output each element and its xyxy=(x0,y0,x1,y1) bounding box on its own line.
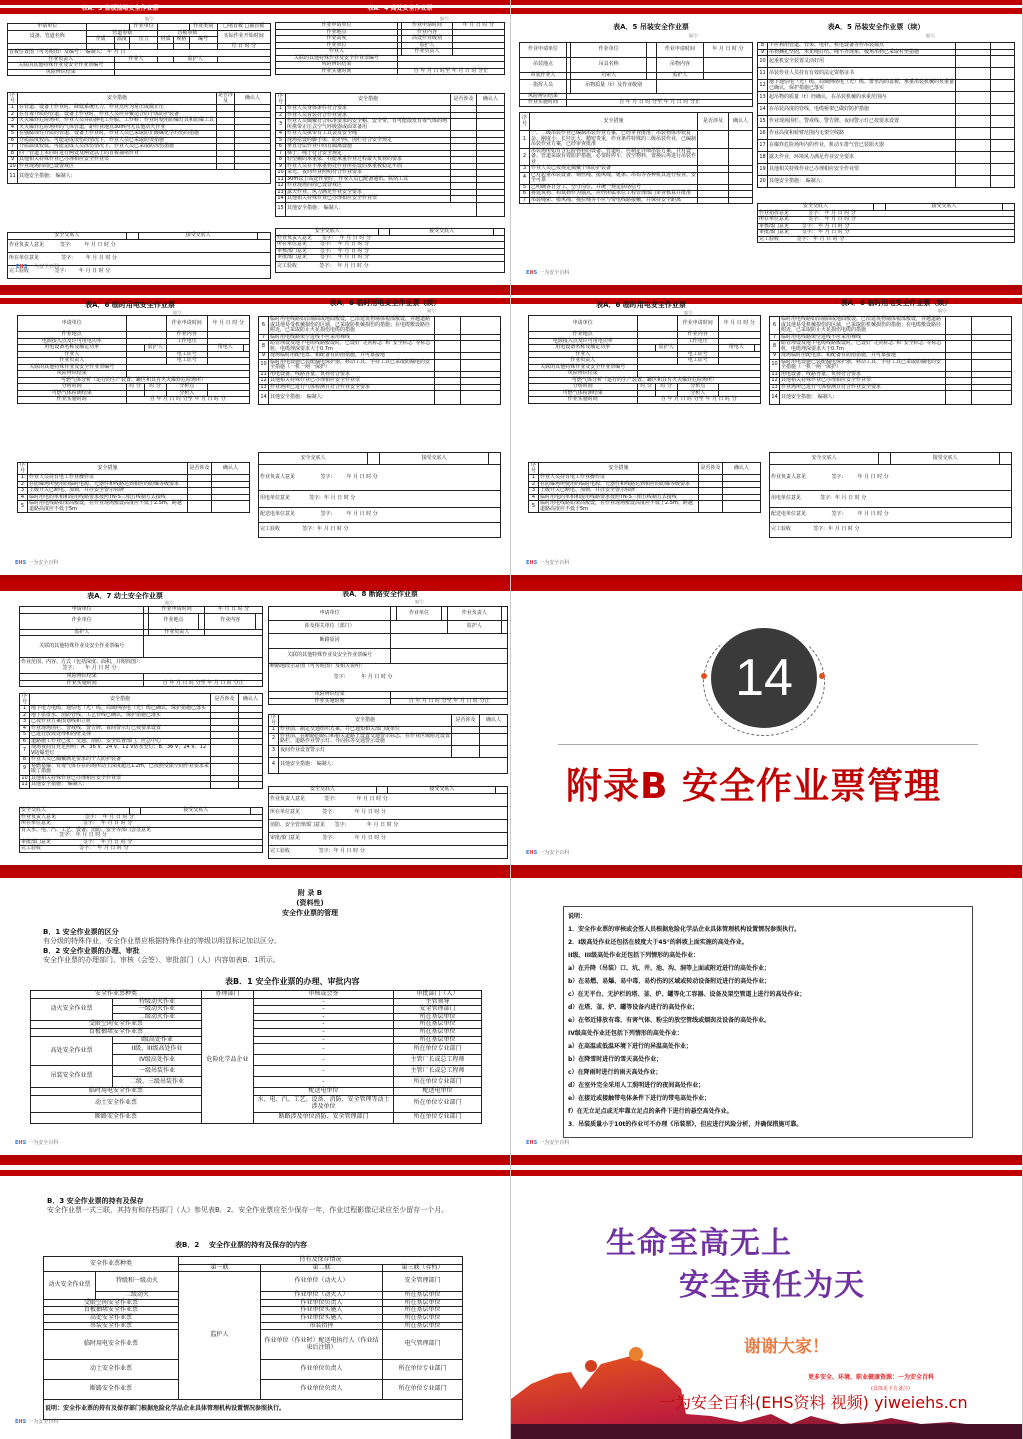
measure-row: 1 在管道、设备上作业时，降低系统压力，作业点应为常压或微正压 xyxy=(8,105,271,112)
more-resources-text: 更多安全、环境、职业健康资源：一为安全百科 xyxy=(808,1374,935,1381)
orange-dot-left xyxy=(701,673,707,679)
slide-title: 表A．7 动土安全作业票 xyxy=(87,592,163,600)
road-form-table: 申请单位 作业单位 作业负责人 涉及相关单位（部门） 监护人 断路原因 关联的其他特殊作业及安全作业票编号 断路地段示意图（可另附图）及相关说明： 签字: 年 月 日 时 分 风险辨识结果 作业实施时间 自 年 月 日 时 分至 年 月 日 时 分止 xyxy=(268,606,508,705)
appendix-body: B．1 安全作业票的区分 有分级的特殊作业，安全作业票应根据特殊作业的等级以明显标记加以区分。 B．2 安全作业票的办理、审批 安全作业票的办理部门、审核（会签）、审批部门（人）内容如表B．1所示。 xyxy=(43,928,281,965)
measure-row: 8 同一管道上未同时进行两处及两处以上的盲板抽堵作业 xyxy=(8,150,271,157)
measure-row: 10 作业现场四周已设警戒区 xyxy=(8,163,271,170)
divider-line xyxy=(558,744,978,745)
brand-logo: EHS 一为安全百科 xyxy=(15,559,59,566)
section-number-badge: 14 xyxy=(711,628,817,728)
top-red-bar-2 xyxy=(511,1170,1022,1176)
brand-logo: EHS 一为安全百科 xyxy=(526,1139,570,1146)
appendix-heading: 附 录 B (资料性) 安全作业票的管理 xyxy=(282,889,338,917)
top-red-bar xyxy=(511,1160,1022,1165)
slide-lifting-permit[interactable] xyxy=(511,0,1023,290)
slide-thank-you[interactable] xyxy=(511,1160,1023,1439)
serial-label: 编号: xyxy=(938,308,948,313)
approval-content-table: 安全作业票种类 办理部门 审核或会签 审批部门（人） 动火安全作业票 特级动火作业 危险化学品企业 - 主管领导 一级动火作业 - 安全管理部门 二级动火作业 - 所在基层单位 受限空间安全作业票 - 所在基层单位 盲板抽堵安全作业票 - 所在基层单位 高处安全作业票 I级高处作业 - 所在基层单位 II级、III级高处作业 - 所在单位专业部门 IV级高处作业 - 主管厂长或总工程师 吊装安全作业票 一级吊装作业 - 主管厂长或总工程师 二级、三级吊装作业 - 所在单位专业部门 临时用电安全作业票 配送电单位 配送电单位 动土安全作业票 水、电、汽、工艺、设备、消防、安全管理等动土涉及单位 所在单位专业部门 断路安全作业票 断路涉及单位消防、安全管理部门 所在单位专业部门 xyxy=(30,990,482,1124)
temp-power-measures-cont-table: 6 临时用电线路如沿墙面或地面敷设，已沿建筑物墙体根部敷设，穿越道路或其他易受机械损伤的区域，已采取防机械损伤的措施；在电缆敷设路径附近，已采取防止火花损伤电缆的措施 7 临时用电线路架空进线不应采用裸线 8 暗管埋设及地下电缆线路敷设时，已设好“走向标志”和“安全标志”等标志桩，电缆埋深要求大于0.7m 9 现场临时用配电盘、箱配备有防雨措施，并可靠接地 10 临时用电设施已装配漏电保护器，移动工具、手持工具已采取防漏电的安全措施（一机一闸一保护） 11 用电设备、线路容量、负荷符合要求 12 其他相关特殊作业已办理相应安全作业票 13 作业场所已进行气体检测且符合作业安全要求 14 其他安全措施： 编制人： xyxy=(769,316,1012,405)
temp-power-approval-footer: 安全交底人 接受交底人 作业负责人意见 签字: 年 月 日 时 分 用电单位意见 签字: 年 月 日 时 分 配送电单位意见 签字: 年 月 日 时 分 完工验收 签字: 年 月 日 时 分 xyxy=(258,452,501,538)
measure-row: 5 在强腐蚀性介质的管道、设备上作业时，作业人员已采取防止酸碱化学灼伤的措施 xyxy=(8,131,271,138)
serial-label: 编号: xyxy=(440,16,450,21)
lifting-form-table: 作业申请单位 作业单位 作业申请时间 年 月 日 时 分 吊装地点 吊具名称 吊物内容 吊装作业人 司索人 监护人 指挥人员 吊物质量（t）及作业级别 风险辨识结果 作业实施时间 自 年 月 日 时 分至 年 月 日 时 分止 xyxy=(519,42,753,107)
serial-label: 编号: xyxy=(165,600,175,605)
excavation-measures-table: 序号 安全措施 是否涉及 确认人 1 地下电力电缆、通信电（光）缆、局域网络电（光）缆已确认，保护措施已落实 2 地下供排水、消防管线、工艺管线已确认，保护措施已落实 3 已按作业方案图划线和立桩 4 作业现场围栏、警戒线、警告牌、夜间警示灯已按要求设置 5 已进行放坡处理和固壁支撑 6 道路施工作业已报：交通、消防、安全监督部门、应急中心 7 现场夜间有充足照明：A．36 V、24 V、12 V防水型灯；B．36 V、24 V、12 V防爆型灯 8 作业人员已佩戴满足要求的个人防护装备 9 易燃易爆、有毒气体存在的场所动土深度超过1.2m，已按照受限空间作业要求采取了措施 10 其他相关特殊作业已办理相应安全作业票 11 其他安全措施： 编制人： xyxy=(19,693,263,789)
slide-title-height: 表A．4 高处安全作业票 xyxy=(367,5,433,12)
more-resources-note: (具体见下方备注) xyxy=(871,1386,910,1392)
serial-label: 编号: xyxy=(415,599,425,604)
top-red-bar xyxy=(0,1160,510,1165)
excavation-form-table: 申请单位 作业申请时间 年 月 日 时 分 作业单位 作业地点 作业内容 监护人 作业负责人 关联的其他特殊作业及安全作业票编号 作业范围、内容、方式（包括深度、面积，并附简图）： 签字: 年 月 日 时 分 风险辨识结果 作业实施时间 自 年 月 日 时 分至 年 月 日 时 分止 xyxy=(19,606,263,687)
slide-title-cont: 表A．6 临时用电安全作业票（续） xyxy=(840,299,952,307)
top-red-bar xyxy=(0,290,510,295)
brand-logo: EHS 一为安全百科 xyxy=(16,263,60,270)
slide-temp-power-permit-copy[interactable] xyxy=(511,290,1023,580)
temp-power-form-table: 申请单位 作业申请时间 年 月 日 时 分 作业地点 作业内容 电源接入点及许可用电功率 工作电压 用电设备名称及额定功率 监护人 用电人 作业人 电工证号 作业负责人 电工证号 关联的其他特殊作业及安全作业票编号 风险辨识结果 可燃气体分析（运行的生产装置、罐区和具有火灾爆炸危险场所） 分析时间 时 分 时 分 分析点 可燃气体检测结果 分析人 作业实施时间 自 年 月 日 时 分至 年 月 日 时 分 xyxy=(17,315,250,404)
ehs-logo-icon: EHS xyxy=(526,849,538,856)
slide-title: 表A．3 盲板抽堵安全作业票 xyxy=(81,5,159,12)
slide-title-cont: 表A．5 吊装安全作业票（续） xyxy=(827,23,925,31)
measure-row: 9 其他相关特殊作业已办理相应安全作业票 xyxy=(8,157,271,164)
brand-logo: EHS 一为安全百科 xyxy=(15,1139,59,1146)
slide-excavation-road-permit[interactable] xyxy=(0,580,511,870)
temp-power-measures-table: 序号 安全措施 是否涉及 确认人 1 作业人员持有电工作业操作证 2 在防爆场所使用的临时电源、元器件和线路达到相应的防爆等级要求 3 上级开关已断电、加锁，并挂安全警示标牌 4 临时用电的单相和混用线路要求按照TN-S三相五线制方式接线 5 临时用电线路如架高敷设，在作业现场敷设高度应不低于2.5m，跨越道路高度应不低于5m xyxy=(528,462,761,513)
thank-you-text: 谢谢大家！ xyxy=(744,1337,829,1357)
lifting-measures-table: 序号 安全措施 是否涉及 确认人 1 一、二级吊装作业已编制吊装作业方案，已经审查批准；吊装物体形状复杂、刚度小、长径比大、精密贵重，作业条件特殊的三级吊装作业，已编制吊装作业方案，已经审查批准 2 吊装场所如有含危险物料的设备、管道时，应制定详细吊装方案，并对设备、管道采取有效防护措施，必要时停车，放空物料，置换后再进行吊装作业 3 作业人员已按规定佩戴个体防护装备 4 已对起重吊装设备、钢丝绳、揽风绳、链条、吊钩等各种机具进行检查，安全可靠 5 已明确各自分工、坚守岗位，并统一规定联络信号 6 将建筑物、构筑物作为锚点，应经所属单位工程管理部门审查核算并批准 7 吊装绳索、揽风绳、拖拉绳等不应与带电线路接触，并保持安全距离 xyxy=(519,112,753,204)
top-red-bar xyxy=(511,0,1022,5)
excavation-approval-footer: 安全交底人 接受交底人 作业负责人意见 签字: 年 月 日 时 分 所在单位意见 签字: 年 月 日 时 分 有关水、电、汽、工艺、设备、消防、安全等部门会签意见 签字: 年 月 日 时 分 审批部门意见 签字: 年 月 日 时 分 完工验收 签字: 年 月 日 时 分 xyxy=(19,807,263,853)
ehs-logo-icon: EHS xyxy=(526,1139,538,1146)
serial-label: 编号: xyxy=(173,310,183,315)
top-red-bar-2 xyxy=(0,1170,510,1176)
slide-section-14[interactable] xyxy=(511,580,1023,870)
orange-dot-right xyxy=(819,673,825,679)
brand-logo: EHS 一为安全百科 xyxy=(526,269,570,276)
measure-row: 11 其他安全措施： 编制人： xyxy=(8,170,271,184)
top-red-bar xyxy=(511,870,1022,878)
approval-footer: 安全交底人 接受交底人 作业负责人意见 签字: 年 月 日 时 分 所在单位意见 签字: 年 月 日 时 分 完工验收 签字: 年 月 日 时 分 xyxy=(7,232,271,279)
slide-title: 表A．5 吊装安全作业票 xyxy=(613,23,689,31)
temp-power-approval-footer: 安全交底人 接受交底人 作业负责人意见 签字: 年 月 日 时 分 用电单位意见 签字: 年 月 日 时 分 配送电单位意见 签字: 年 月 日 时 分 完工验收 签字: 年 月 日 时 分 xyxy=(769,452,1012,538)
measure-row: 3 火灾爆炸危险场所，作业人员穿防静电工作服、工作鞋；作业时使用防爆灯具和防爆工具 xyxy=(8,118,271,125)
top-red-bar xyxy=(0,870,510,878)
section-b3-body: B．3 安全作业票的持有及保存 安全作业票一式三联，其持有和存档部门（人）参见表B．2。安全作业票应至少保存一年，作业过程影像记录应至少留存一个月。 xyxy=(47,1197,449,1215)
notes-box: 说明： 1．安全作业票的审核或会签人员根据危险化学品企业具体管理机构设置情况参照执行。 2．I级高处作业还包括在坡度大于45°的斜坡上面实施的高处作业。 II级、III级高处作业还包括下列情形的高处作业： a）在升降（吊装）口、坑、井、池、沟、洞等上面或附近进行的高处作业； b）在易燃、易爆、易中毒、易灼伤的区域或转动设备附近进行的高处作业； c）在无平台、无护栏的塔、釜、炉、罐等化工容器、设备及架空管道上进行的高处作业； d）在塔、釜、炉、罐等设备内进行的高处作业； e）在邻近排放有毒、有害气体、粉尘的放空管线或烟囱及设备的高处作业。 IV级高处作业还包括下列情形的高处作业： a）在高温或低温环境下进行的异温高处作业； b）在降雪时进行的雪天高处作业； c）在降雨时进行的雨天高处作业； d）在室外完全采用人工照明进行的夜间高处作业； e）在接近或接触带电体条件下进行的带电高处作业； f）在无立足点或无牢靠立足点的条件下进行的悬空高处作业。 3．吊装质量小于10t的作业可不办理《吊装票》，但应进行风险分析，并确保措施可靠。 xyxy=(563,906,973,1138)
measure-row: 6 介质温度较高、可能造成烫伤的情况下，作业人员已采取防烫措施 xyxy=(8,137,271,144)
table-title: 表B．2 安全作业票的持有及保存的内容 xyxy=(175,1241,307,1249)
serial-label: 编号: xyxy=(926,33,936,38)
safety-measures-table: 序号 安全措施 是否涉及 确认人 1 在管道、设备上作业时，降低系统压力，作业点应为常压或微正压 2 在有毒介质的管道、设备上作业时，作业人员应穿戴适合的个体防护装备 3 火灾爆炸危险场所，作业人员穿防静电工作服、工作鞋；作业时使用防爆灯具和防爆工具 4 火灾爆炸危险场所的气体管道，距作业地点30m内无其他动火作业 5 在强腐蚀性介质的管道、设备上作业时，作业人员已采取防止酸碱化学灼伤的措施 6 介质温度较高、可能造成烫伤的情况下，作业人员已采取防烫措施 7 介质温度较低、可能造成人员冻伤情况下，作业人员已采取防冻伤措施 8 同一管道上未同时进行两处及两处以上的盲板抽堵作业 9 其他相关特殊作业已办理相应安全作业票 10 作业现场四周已设警戒区 11 其他安全措施： 编制人： xyxy=(7,92,271,184)
slide-title: 表A．6 临时用电安全作业票 xyxy=(85,301,175,309)
height-approval-footer: 安全交底人 接受交底人 作业负责人意见 签字: 年 月 日 时 分 所在单位意见 签字: 年 月 日 时 分 审核部门意见 签字: 年 月 日 时 分 审批部门意见 签字: 年 月 日 时 分 完工验收 签字: 年 月 日 时 分 xyxy=(275,228,505,273)
temp-power-form-table: 申请单位 作业申请时间 年 月 日 时 分 作业地点 作业内容 电源接入点及许可用电功率 工作电压 用电设备名称及额定功率 监护人 用电人 作业人 电工证号 作业负责人 电工证号 关联的其他特殊作业及安全作业票编号 风险辨识结果 可燃气体分析（运行的生产装置、罐区和具有火灾爆炸危险场所） 分析时间 时 分 时 分 分析点 可燃气体检测结果 分析人 作业实施时间 自 年 月 日 时 分至 年 月 日 时 分 xyxy=(528,315,761,404)
site-watermark[interactable]: 一为安全百科(EHS资料 视频) yiweiehs.cn xyxy=(659,1393,968,1412)
slide-blind-plate-permit[interactable] xyxy=(0,0,511,290)
retention-table: 安全作业票种类 持有及保存情况 第一联 第二联 第三联（存档） 动火安全作业票 特级和一级动火 监护人 作业单位（动火人） 安全管理部门 二级动火 作业单位（动火人） 所在基层单位 受限空间安全作业票 作业单位负责人 所在基层单位 盲板抽堵安全作业票 作业单位实施人 所在基层单位 高处安全作业票 作业单位实施人 所在基层单位 吊装安全作业票 吊装指挥 所在基层单位 临时用电安全作业票 作业单位（作业时）配送电执行人（作业结束后注销） 电气管理部门 动土安全作业票 作业单位负责人 所在单位专业部门 断路安全作业票 作业单位负责人 所在单位专业部门 说明：安全作业票的持有及保存部门根据危险化学品企业具体管理机构设置情况参照执行。 xyxy=(43,1256,463,1420)
slide-appendix-b3[interactable] xyxy=(0,1160,511,1439)
serial-label: 编号: xyxy=(145,16,155,21)
temp-power-measures-cont-table: 6 临时用电线路如沿墙面或地面敷设，已沿建筑物墙体根部敷设，穿越道路或其他易受机械损伤的区域，已采取防机械损伤的措施；在电缆敷设路径附近，已采取防止火花损伤电缆的措施 7 临时用电线路架空进线不应采用裸线 8 暗管埋设及地下电缆线路敷设时，已设好“走向标志”和“安全标志”等标志桩，电缆埋深要求大于0.7m 9 现场临时用配电盘、箱配备有防雨措施，并可靠接地 10 临时用电设施已装配漏电保护器，移动工具、手持工具已采取防漏电的安全措施（一机一闸一保护） 11 用电设备、线路容量、负荷符合要求 12 其他相关特殊作业已办理相应安全作业票 13 作业场所已进行气体检测且符合作业安全要求 14 其他安全措施： 编制人： xyxy=(258,316,501,405)
brand-logo: EHS 一为安全百科 xyxy=(526,849,570,856)
road-measures-table: 序号 安全措施 是否涉及 确认人 1 作业前，制定交通组织方案，并已通知相关部门或单位 2 作业前，在断路的路口和相关道路上设置交通警示标志，在作业区域附近设置路栏、道路作业警示灯、导向标等交通警示设施 3 夜间作业设置警示灯 4 其他安全措施： 编制人： xyxy=(268,714,508,774)
ehs-logo-icon: EHS xyxy=(16,263,28,270)
top-red-bar xyxy=(511,290,1022,295)
section-title: 附录B 安全作业票管理 xyxy=(566,766,941,807)
top-red-bar-2 xyxy=(511,585,1022,591)
top-red-bar-2 xyxy=(511,8,1022,14)
serial-label: 编号: xyxy=(689,33,699,38)
slide-title-cont: 表A．6 临时用电安全作业票（续） xyxy=(329,299,441,307)
measure-row: 4 火灾爆炸危险场所的气体管道，距作业地点30m内无其他动火作业 xyxy=(8,124,271,131)
brand-logo: EHS 一为安全百科 xyxy=(526,559,570,566)
slide-title: 表A．6 临时用电安全作业票 xyxy=(596,301,686,309)
lifting-measures-cont-table: 8 不应利用管道、管架、电杆、机电设备等作吊装锚点 9 吊物捆扎坚固，未见绳打结、绳不齐现象，棱角吊物已采取衬垫措施 10 起重机安全装置灵活好用 11 吊装作业人员持有有效的法定资格证书 12 地下通信电（光）缆、局域网络电（光）缆、排水沟的盖板，承重吊装机械的负重量已确认，保护措施已落实 13 起吊物的质量（t）经确认，在吊装机械的承重范围内 14 在吊装高度的管线、电缆桥架已做好防护措施 15 作业现场围栏、警戒线、警告牌、夜间警示灯已按要求设置 16 作业高度和转臂范围内无架空线路 17 在爆炸危险场所内的作业，机动车排气管已装阻火器 18 露天作业，环境风力满足作业安全要求 19 其他相关特殊作业已办理相应安全作业票 20 其他安全措施： 编制人： xyxy=(757,42,1015,188)
measure-row: 2 在有毒介质的管道、设备上作业时，作业人员应穿戴适合的个体防护装备 xyxy=(8,111,271,118)
slide-appendix-notes[interactable] xyxy=(511,870,1023,1160)
height-permit-form-table: 作业申请单位 作业申请时间 年 月 日 时 分 作业地点 作业内容 作业高度 高处作业级别 作业单位 监护人 作业人 作业负责人 关联的其他特殊作业及安全作业票编号 风险辨识结果 作业实施时间 自 年 月 日 时至 年 月 日 时 分止 xyxy=(275,22,505,75)
height-measures-table: 序号 安全措施 是否涉及 确认人 1 作业人员身体条件符合要求 2 作业人员着装符合作业要求 3 作业人员佩戴符合标准要求的安全帽、安全带，有可能散发有毒气体的场所携带正压式空气呼吸器或面罩备用 4 作业人员携带有工具袋及安全绳 5 现场搭设的脚手架、防护网、围栏符合安全规定 6 垂直分层作业中间有隔离设施 7 梯子、绳子符合安全规定 8 轻型棚的承重梁、柱能承重作业过程最大负荷的要求 9 作业人员在不承重物处作业所搭设的承重板稳定牢固 10 采光、夜间作业照明符合作业要求 11 30m以上高处作业时，作业人员已配备通讯、联络工具 12 作业现场四周已设警戒区 13 露天作业，风力满足作业安全要求 14 其他相关特殊作业已办理相应安全作业票 15 其他安全措施： 编制人： xyxy=(275,93,505,217)
brand-logo: EHS 一为安全百科 xyxy=(15,1418,59,1425)
slogan-line-2: 安全责任为天 xyxy=(679,1268,865,1303)
lifting-approval-footer: 安全交底人 接受交底人 作业指挥意见 签字: 年 月 日 时 分 所在单位意见 签字: 年 月 日 时 分 审核部门意见 签字: 年 月 日 时 分 审批部门意见 签字: 年 月 日 时 分 完工验收 签字: 年 月 日 时 分 xyxy=(757,203,1015,243)
serial-label: 编号: xyxy=(427,308,437,313)
slide-appendix-b1[interactable] xyxy=(0,870,511,1160)
serial-label: 编号: xyxy=(684,310,694,315)
ehs-logo-icon: EHS xyxy=(15,1139,27,1146)
measure-row: 7 介质温度较低、可能造成人员冻伤情况下，作业人员已采取防冻伤措施 xyxy=(8,144,271,151)
road-approval-footer: 安全交底人 接受交底人 作业负责人意见 签字: 年 月 日 时 分 所在单位意见 签字: 年 月 日 时 分 消防、安全管理部门意见 签字: 年 月 日 时 分 审批部门意见 签字: 年 月 日 时 分 完工验收 签字: 年 月 日 时 分 xyxy=(268,786,508,859)
slogan-line-1: 生命至高无上 xyxy=(606,1226,792,1261)
temp-power-measures-table: 序号 安全措施 是否涉及 确认人 1 作业人员持有电工作业操作证 2 在防爆场所使用的临时电源、元器件和线路达到相应的防爆等级要求 3 上级开关已断电、加锁，并挂安全警示标牌 4 临时用电的单相和混用线路要求按照TN-S三相五线制方式接线 5 临时用电线路如架高敷设，在作业现场敷设高度应不低于2.5m，跨越道路高度应不低于5m xyxy=(17,462,250,513)
ehs-logo-icon: EHS xyxy=(15,1418,27,1425)
slide-title-road: 表A．8 断路安全作业票 xyxy=(342,590,418,598)
ehs-logo-icon: EHS xyxy=(526,559,538,566)
slide-temp-power-permit[interactable] xyxy=(0,290,511,580)
table-title: 表B．1 安全作业票的办理、审批内容 xyxy=(225,977,360,986)
ehs-logo-icon: EHS xyxy=(15,559,27,566)
ehs-logo-icon: EHS xyxy=(526,269,538,276)
permit-form-table: 申请单位 作业单位 作业类别 □堵盲板 □抽盲板 设备、管道名称 管道参数 盲板参数 实际作业开始时间 介质 温度 压力 材质 规格 编号 月 日 时 分 盲板位置图（可另附图）及编号： 编制人： 年 月 日 作业负责人 作业人 监护人 关联的其他特殊作业及安全作业票编号 风险辨识结果 xyxy=(7,23,271,76)
